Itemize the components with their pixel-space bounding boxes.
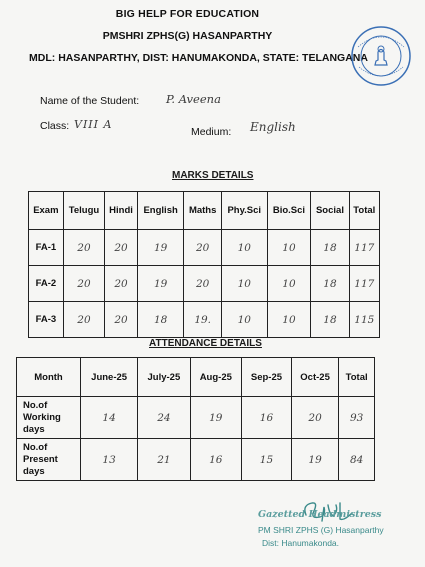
- working-days-label: No.of Working days: [17, 397, 81, 439]
- attendance-header-cell: Oct-25: [291, 358, 338, 397]
- attendance-header-cell: Sep-25: [242, 358, 292, 397]
- marks-header-cell: Telugu: [63, 192, 104, 230]
- marks-total-cell: 117: [349, 230, 379, 266]
- exam-name-cell: FA-2: [29, 266, 64, 302]
- present-days-label: No.of Present days: [17, 439, 81, 481]
- marks-cell: 10: [267, 266, 311, 302]
- marks-section-title: MARKS DETAILS: [172, 170, 254, 181]
- marks-header-cell: Maths: [184, 192, 222, 230]
- marks-header-cell: Total: [349, 192, 379, 230]
- marks-cell: 19: [137, 266, 184, 302]
- student-name-value: P. Aveena: [166, 92, 221, 106]
- marks-total-cell: 117: [349, 266, 379, 302]
- marks-header-row: [29, 192, 380, 230]
- marks-cell: 20: [63, 302, 104, 338]
- table-row: [17, 397, 375, 439]
- attendance-cell: 15: [242, 439, 292, 481]
- attendance-total-cell: 84: [339, 439, 375, 481]
- marks-total-cell: 115: [349, 302, 379, 338]
- table-row: [29, 230, 380, 266]
- attendance-header-cell: Aug-25: [190, 358, 241, 397]
- marks-cell: 20: [184, 230, 222, 266]
- marks-cell: 20: [105, 230, 138, 266]
- marks-header-cell: Hindi: [105, 192, 138, 230]
- official-seal-icon: [350, 25, 412, 87]
- signature-district: Dist: Hanumakonda.: [262, 538, 340, 548]
- marks-header-cell: Phy.Sci: [221, 192, 267, 230]
- marks-header-cell: Social: [311, 192, 349, 230]
- attendance-header-row: [17, 358, 375, 397]
- marks-cell: 20: [63, 266, 104, 302]
- attendance-cell: 14: [81, 397, 138, 439]
- class-label: Class:: [40, 120, 70, 132]
- exam-name-cell: FA-3: [29, 302, 64, 338]
- marks-cell: 18: [311, 230, 349, 266]
- exam-name-cell: FA-1: [29, 230, 64, 266]
- table-row: [29, 266, 380, 302]
- table-row: [17, 439, 375, 481]
- attendance-cell: 16: [190, 439, 241, 481]
- marks-cell: 10: [221, 266, 267, 302]
- marks-cell: 10: [221, 302, 267, 338]
- marks-cell: 20: [105, 266, 138, 302]
- attendance-cell: 19: [291, 439, 338, 481]
- marks-table: [28, 191, 380, 338]
- marks-header-cell: Exam: [29, 192, 64, 230]
- marks-header-cell: English: [137, 192, 184, 230]
- attendance-header-cell: Total: [339, 358, 375, 397]
- attendance-cell: 21: [138, 439, 190, 481]
- marks-cell: 20: [63, 230, 104, 266]
- medium-label: Medium:: [191, 126, 232, 138]
- attendance-cell: 16: [242, 397, 292, 439]
- attendance-cell: 13: [81, 439, 138, 481]
- class-value: VIII A: [74, 118, 113, 131]
- header-line-1: BIG HELP FOR EDUCATION: [115, 8, 260, 20]
- marks-cell: 10: [267, 302, 311, 338]
- attendance-cell: 19: [190, 397, 241, 439]
- signature-school: PM SHRI ZPHS (G) Hasanparthy: [258, 525, 384, 535]
- marks-cell: 10: [267, 230, 311, 266]
- student-name-label: Name of the Student:: [40, 95, 140, 107]
- table-row: [29, 302, 380, 338]
- marks-cell: 10: [221, 230, 267, 266]
- marks-cell: 20: [105, 302, 138, 338]
- header-line-2: PMSHRI ZPHS(G) HASANPARTHY: [102, 30, 273, 42]
- marks-header-cell: Bio.Sci: [267, 192, 311, 230]
- marks-cell: 20: [184, 266, 222, 302]
- marks-cell: 18: [311, 266, 349, 302]
- marks-cell: 19: [137, 230, 184, 266]
- attendance-table: [16, 357, 375, 481]
- marks-cell: 18: [137, 302, 184, 338]
- attendance-header-cell: June-25: [81, 358, 138, 397]
- attendance-cell: 20: [291, 397, 338, 439]
- attendance-total-cell: 93: [339, 397, 375, 439]
- signature-title: Gazetted Headmistress: [258, 509, 382, 520]
- marks-cell: 19.: [184, 302, 222, 338]
- attendance-header-cell: Month: [17, 358, 81, 397]
- marks-cell: 18: [311, 302, 349, 338]
- medium-value: English: [250, 120, 296, 134]
- attendance-section-title: ATTENDANCE DETAILS: [149, 338, 262, 349]
- header-line-3: MDL: HASANPARTHY, DIST: HANUMAKONDA, STATE: TELANGANA: [29, 52, 368, 64]
- attendance-header-cell: July-25: [138, 358, 190, 397]
- attendance-cell: 24: [138, 397, 190, 439]
